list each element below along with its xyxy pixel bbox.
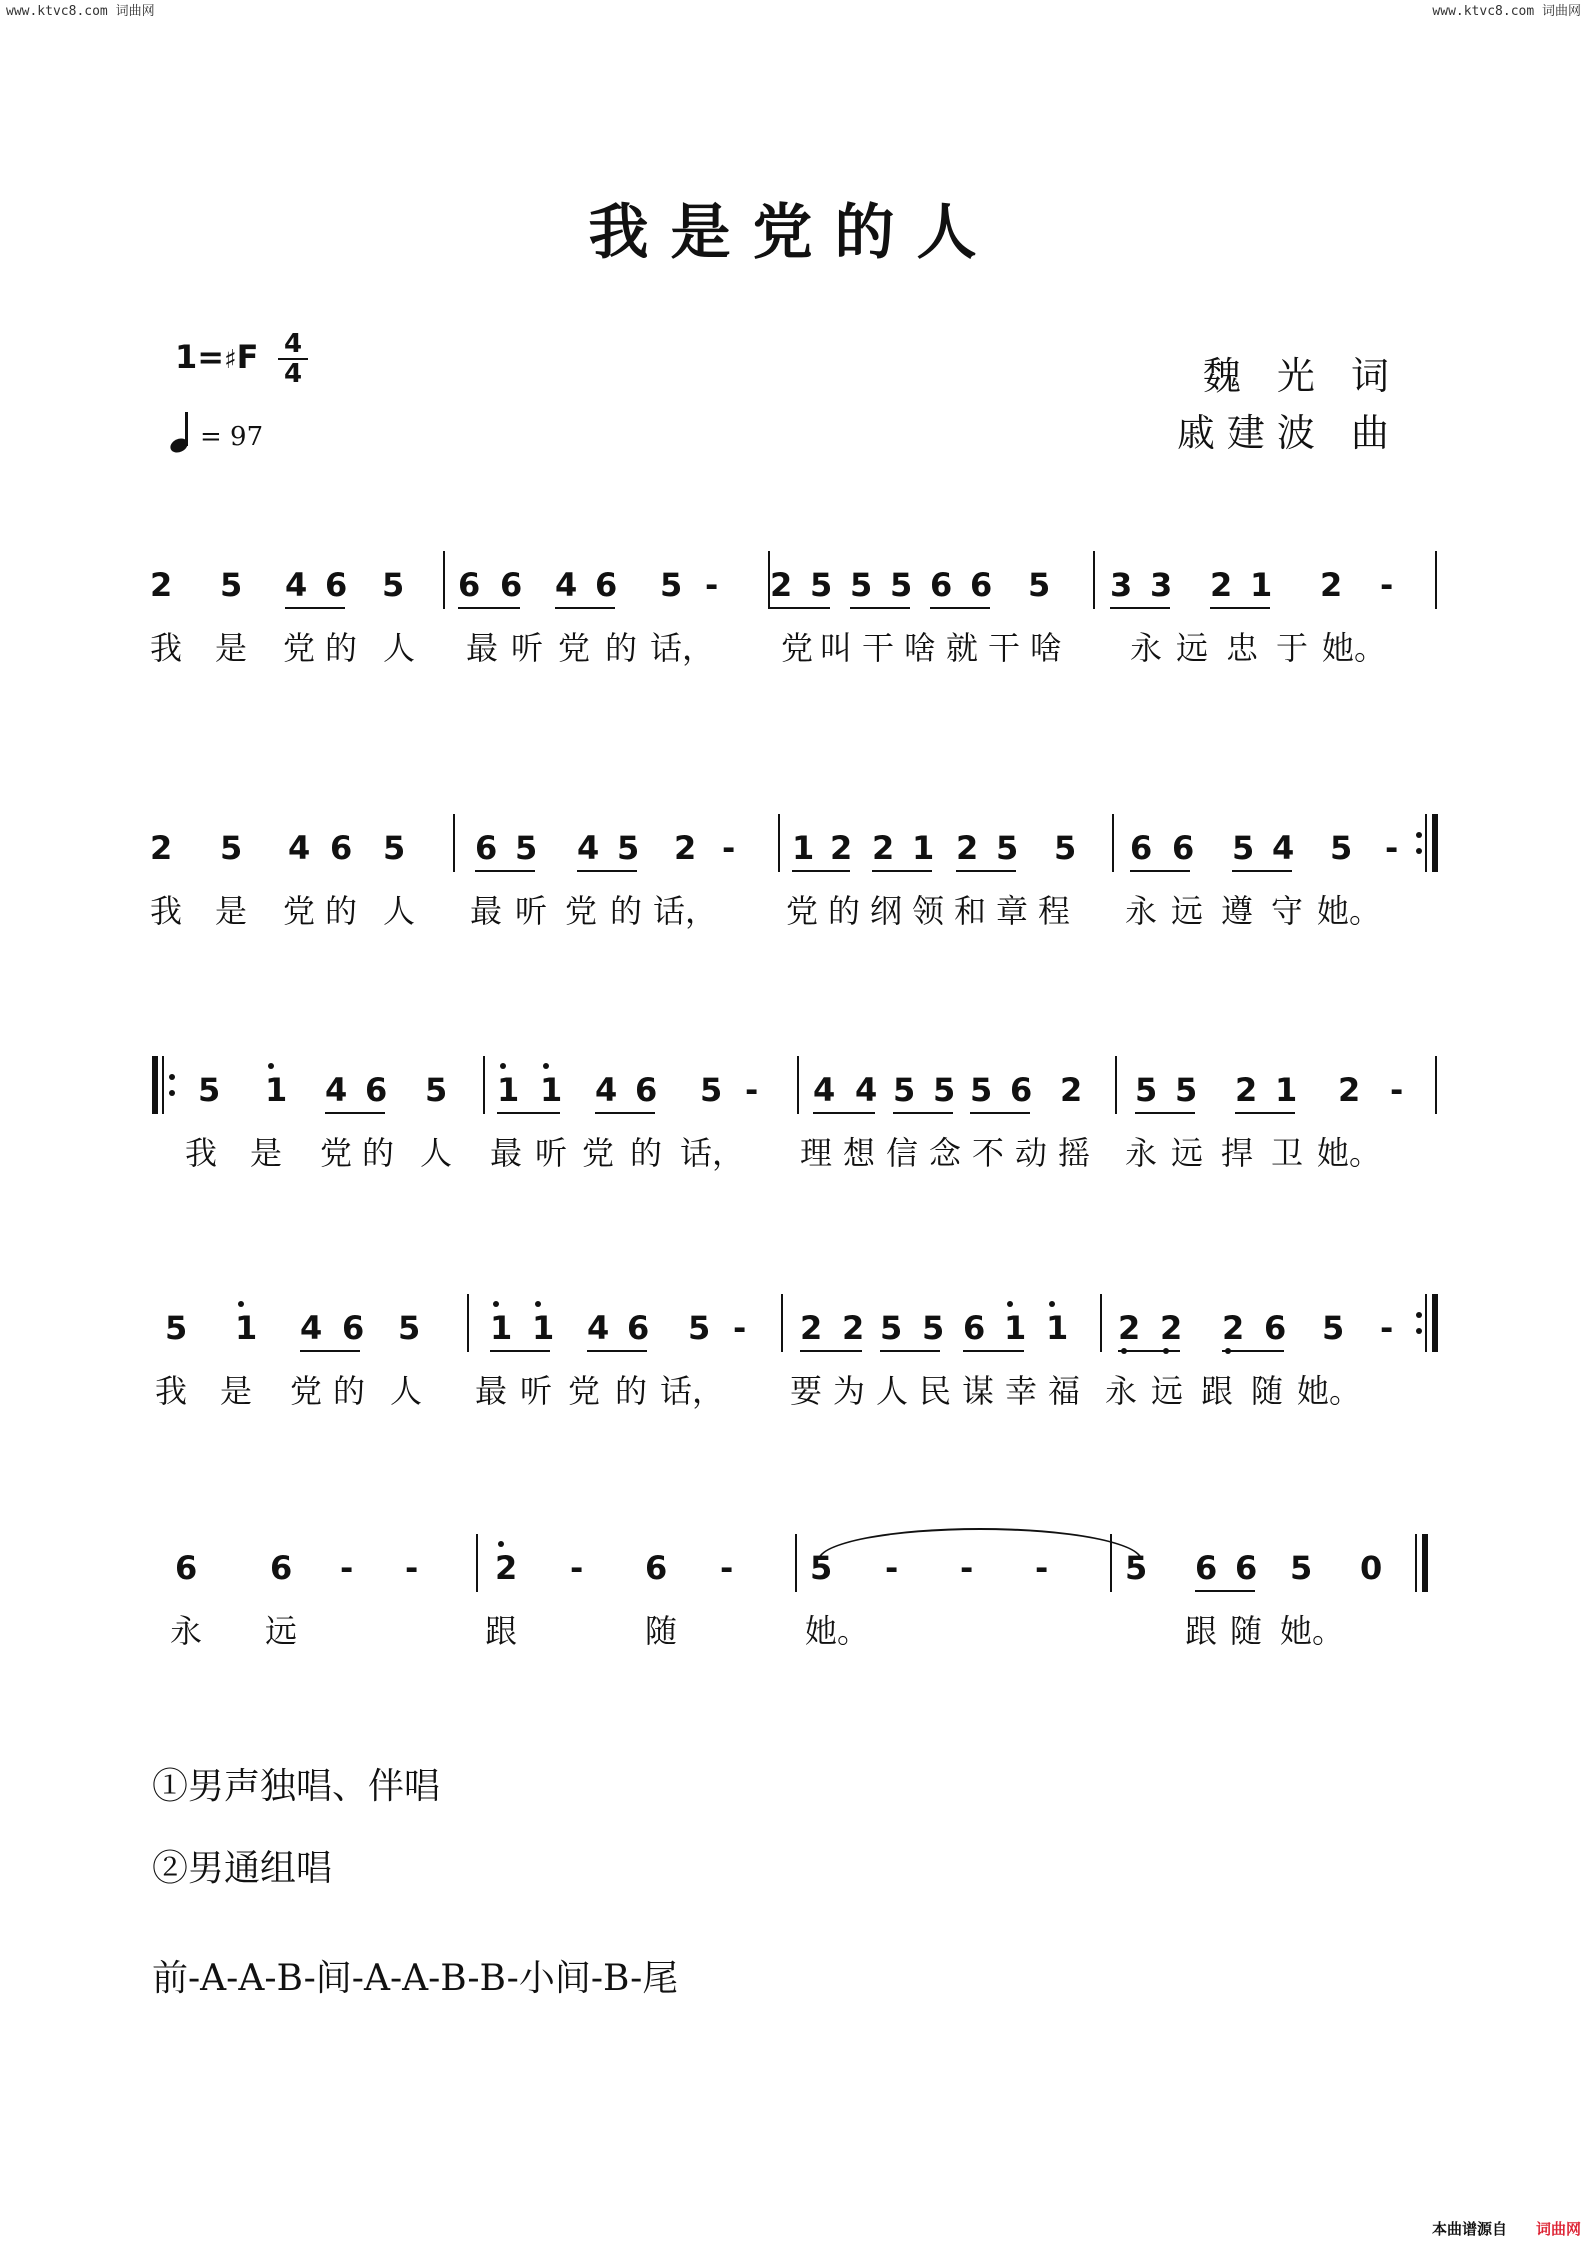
lyric-char: 跟 [485, 1612, 518, 1650]
note: 5 [1322, 1309, 1345, 1347]
lyric-char: 不 [972, 1134, 1005, 1172]
note: 1 [235, 1309, 258, 1347]
note: 2 [495, 1549, 518, 1587]
octave-dot [493, 1301, 499, 1307]
beam-underline [1110, 607, 1170, 609]
note: 5 [1028, 566, 1051, 604]
note: 2 [150, 829, 173, 867]
note: 2 [770, 566, 793, 604]
score-row-5 [0, 1548, 1587, 1708]
note: - [720, 1549, 734, 1587]
note: 1 [1250, 566, 1273, 604]
lyric-char: 最 [475, 1372, 508, 1410]
note: 4 [587, 1309, 610, 1347]
note: 2 [1210, 566, 1233, 604]
note: 2 [956, 829, 979, 867]
note: 5 [1125, 1549, 1148, 1587]
lyric-char: 听 [511, 629, 544, 667]
note: 5 [850, 566, 873, 604]
note: 5 [1135, 1071, 1158, 1109]
beam-underline [963, 1350, 1024, 1352]
beam-underline [458, 607, 520, 609]
lyric-char: 随 [1251, 1372, 1284, 1410]
note: - [745, 1071, 759, 1109]
key-signature: 1=♯F [175, 338, 259, 376]
note: 4 [1272, 829, 1295, 867]
note: 5 [688, 1309, 711, 1347]
beam-underline [1195, 1590, 1255, 1592]
lyric-char: 我 [185, 1134, 218, 1172]
lyric-char: 听 [515, 892, 548, 930]
lyric-char: 党 [290, 1372, 323, 1410]
note: 2 [830, 829, 853, 867]
barline [443, 551, 445, 609]
lyric-char: 话， [680, 1134, 745, 1172]
lyric-char: 最 [466, 629, 499, 667]
barline [778, 814, 780, 872]
lyric-char: 守 [1271, 892, 1304, 930]
lyric-char: 跟 [1185, 1612, 1218, 1650]
performance-note-1: ①男声独唱、伴唱 [152, 1766, 441, 1807]
beam-underline [930, 607, 990, 609]
beam-underline [595, 1112, 655, 1114]
score-row-1 [0, 565, 1587, 725]
lyric-char: 遵 [1221, 892, 1254, 930]
lyric-char: 永 [1125, 892, 1158, 930]
lyric-char: 党 [786, 892, 819, 930]
note: 4 [595, 1071, 618, 1109]
octave-dot [238, 1301, 244, 1307]
lyric-char: 永 [170, 1612, 203, 1650]
note: 5 [933, 1071, 956, 1109]
lyric-char: 党 [568, 1372, 601, 1410]
lyric-char: 想 [843, 1134, 876, 1172]
lyric-char: 远 [1176, 629, 1209, 667]
lyric-char: 念 [929, 1134, 962, 1172]
lyric-char: 的 [325, 892, 358, 930]
note: 6 [1195, 1549, 1218, 1587]
note: 2 [842, 1309, 865, 1347]
lyric-char: 啥 [1030, 629, 1063, 667]
note: 5 [922, 1309, 945, 1347]
note: - [405, 1549, 419, 1587]
note: 5 [383, 829, 406, 867]
barline [795, 1534, 797, 1592]
note: 6 [1130, 829, 1153, 867]
note: 1 [1004, 1309, 1027, 1347]
lyric-char: 纲 [870, 892, 903, 930]
lyric-char: 和 [954, 892, 987, 930]
lyric-char: 人 [420, 1134, 453, 1172]
note: 6 [970, 566, 993, 604]
note: 2 [1320, 566, 1343, 604]
note: 6 [475, 829, 498, 867]
lyric-char: 的 [333, 1372, 366, 1410]
note: 1 [490, 1309, 513, 1347]
beam-underline [970, 1112, 1030, 1114]
note: 4 [577, 829, 600, 867]
note: 6 [1010, 1071, 1033, 1109]
note: 0 [1360, 1549, 1383, 1587]
lyric-char: 叫 [820, 629, 853, 667]
lyric-char: 干 [988, 629, 1021, 667]
note: 6 [325, 566, 348, 604]
lyric-char: 章 [996, 892, 1029, 930]
lyric-char: 我 [150, 629, 183, 667]
note: 6 [1264, 1309, 1287, 1347]
beam-underline [497, 1112, 560, 1114]
note: 5 [810, 1549, 833, 1587]
lyric-char: 民 [919, 1372, 952, 1410]
lyric-char: 最 [490, 1134, 523, 1172]
note: - [733, 1309, 747, 1347]
note: 4 [325, 1071, 348, 1109]
barline [781, 1294, 783, 1352]
beam-underline [555, 607, 615, 609]
note: 2 [1060, 1071, 1083, 1109]
beam-underline [490, 1350, 550, 1352]
beam-underline [1232, 870, 1292, 872]
note: 6 [1172, 829, 1195, 867]
lyric-char: 她。 [1317, 892, 1382, 930]
song-title: 我是党的人 [588, 198, 999, 268]
beam-underline [475, 870, 535, 872]
lyric-char: 啥 [904, 629, 937, 667]
sharp-icon: ♯ [224, 345, 237, 375]
barline [1093, 551, 1095, 609]
lyric-char: 党 [283, 629, 316, 667]
note: - [960, 1549, 974, 1587]
lyric-char: 党 [320, 1134, 353, 1172]
lyric-char: 信 [886, 1134, 919, 1172]
note: 5 [220, 829, 243, 867]
tempo-marking: = 97 [170, 412, 263, 452]
tie-arc [818, 1528, 1142, 1560]
beam-underline [792, 870, 850, 872]
lyric-char: 捍 [1221, 1134, 1254, 1172]
note: 5 [398, 1309, 421, 1347]
note: 5 [996, 829, 1019, 867]
lyric-char: 的 [605, 629, 638, 667]
lyric-char: 理 [800, 1134, 833, 1172]
beam-underline [587, 1350, 647, 1352]
octave-dot [1049, 1301, 1055, 1307]
beam-underline [1210, 607, 1270, 609]
lyric-char: 的 [828, 892, 861, 930]
note: 5 [165, 1309, 188, 1347]
note: 2 [1118, 1309, 1141, 1347]
lyric-char: 福 [1048, 1372, 1081, 1410]
note: 2 [1235, 1071, 1258, 1109]
barline [453, 814, 455, 872]
note: 6 [627, 1309, 650, 1347]
note: 1 [912, 829, 935, 867]
lyric-char: 听 [535, 1134, 568, 1172]
note: 5 [198, 1071, 221, 1109]
note: 6 [500, 566, 523, 604]
octave-dot [1007, 1301, 1013, 1307]
lyric-char: 的 [325, 629, 358, 667]
lyric-char: 的 [615, 1372, 648, 1410]
note: 4 [285, 566, 308, 604]
lyric-char: 的 [630, 1134, 663, 1172]
lyric-char: 话， [660, 1372, 725, 1410]
performance-note-2: ②男通组唱 [152, 1848, 333, 1889]
note: 5 [1290, 1549, 1313, 1587]
note: 2 [674, 829, 697, 867]
lyric-char: 人 [390, 1372, 423, 1410]
note: - [1390, 1071, 1404, 1109]
beam-underline [770, 607, 830, 609]
beam-underline [956, 870, 1016, 872]
lyric-char: 她。 [805, 1612, 870, 1650]
beam-underline [1235, 1112, 1295, 1114]
octave-dot [500, 1063, 506, 1069]
lyric-char: 动 [1015, 1134, 1048, 1172]
footer-site-logo: 词曲网 [1535, 2220, 1581, 2238]
lyric-char: 人 [383, 629, 416, 667]
beam-underline [285, 607, 345, 609]
note: 5 [220, 566, 243, 604]
time-signature: 4 4 [278, 330, 308, 388]
lyric-char: 为 [833, 1372, 866, 1410]
note: 5 [617, 829, 640, 867]
lyric-char: 就 [946, 629, 979, 667]
note: 4 [300, 1309, 323, 1347]
watermark-right: www.ktvc8.com 词曲网 [1432, 4, 1581, 19]
lyric-char: 远 [1171, 1134, 1204, 1172]
lyric-char: 是 [215, 629, 248, 667]
note: 2 [150, 566, 173, 604]
lyric-char: 永 [1130, 629, 1163, 667]
lyric-char: 是 [250, 1134, 283, 1172]
note: 2 [872, 829, 895, 867]
barline [1100, 1294, 1102, 1352]
score-row-4 [0, 1308, 1587, 1468]
note: 3 [1150, 566, 1173, 604]
lyric-char: 于 [1276, 629, 1309, 667]
lyric-char: 随 [1230, 1612, 1263, 1650]
lyric-char: 卫 [1271, 1134, 1304, 1172]
note: 4 [288, 829, 311, 867]
lyric-char: 忠 [1226, 629, 1259, 667]
lyric-char: 幸 [1005, 1372, 1038, 1410]
lyric-char: 永 [1105, 1372, 1138, 1410]
beam-underline [1222, 1350, 1284, 1352]
lyric-char: 党 [558, 629, 591, 667]
octave-dot [1163, 1348, 1169, 1354]
lyric-char: 人 [383, 892, 416, 930]
lyric-char: 谋 [962, 1372, 995, 1410]
quarter-note-icon [170, 412, 192, 452]
barline [483, 1056, 485, 1114]
lyric-char: 党 [565, 892, 598, 930]
note: 5 [880, 1309, 903, 1347]
beam-underline [1118, 1350, 1180, 1352]
barline [797, 1056, 799, 1114]
lyric-char: 我 [150, 892, 183, 930]
beam-underline [325, 1112, 385, 1114]
lyric-char: 人 [876, 1372, 909, 1410]
lyric-char: 话， [650, 629, 715, 667]
beam-underline [893, 1112, 953, 1114]
note: 1 [265, 1071, 288, 1109]
lyric-char: 最 [470, 892, 503, 930]
note: 5 [660, 566, 683, 604]
note: 6 [930, 566, 953, 604]
lyric-char: 随 [645, 1612, 678, 1650]
note: 1 [1046, 1309, 1069, 1347]
octave-dot [543, 1063, 549, 1069]
note: 4 [855, 1071, 878, 1109]
lyric-char: 听 [520, 1372, 553, 1410]
note: 2 [800, 1309, 823, 1347]
note: 2 [1338, 1071, 1361, 1109]
note: 5 [810, 566, 833, 604]
lyric-char: 跟 [1201, 1372, 1234, 1410]
beam-underline [800, 1350, 862, 1352]
note: 4 [813, 1071, 836, 1109]
note: 1 [532, 1309, 555, 1347]
note: - [885, 1549, 899, 1587]
score-row-3 [0, 1070, 1587, 1230]
beam-underline [813, 1112, 875, 1114]
octave-dot [1121, 1348, 1127, 1354]
note: 6 [270, 1549, 293, 1587]
note: 1 [540, 1071, 563, 1109]
lyric-char: 是 [215, 892, 248, 930]
lyric-char: 党 [781, 629, 814, 667]
watermark-left: www.ktvc8.com 词曲网 [6, 4, 155, 19]
note: 5 [515, 829, 538, 867]
lyric-char: 远 [1171, 892, 1204, 930]
lyric-char: 的 [362, 1134, 395, 1172]
note: 6 [963, 1309, 986, 1347]
barline [768, 551, 770, 609]
barline [1115, 1056, 1117, 1114]
note: 1 [1275, 1071, 1298, 1109]
note: - [340, 1549, 354, 1587]
lyric-char: 领 [912, 892, 945, 930]
barline [476, 1534, 478, 1592]
note: 5 [893, 1071, 916, 1109]
lyric-char: 我 [155, 1372, 188, 1410]
note: 3 [1110, 566, 1133, 604]
beam-underline [1130, 870, 1190, 872]
note: 2 [1160, 1309, 1183, 1347]
lyric-char: 永 [1125, 1134, 1158, 1172]
octave-dot [268, 1063, 274, 1069]
score-row-2 [0, 828, 1587, 988]
note: 1 [497, 1071, 520, 1109]
footer-source: 本曲谱源自 [1431, 2220, 1507, 2238]
octave-dot [535, 1301, 541, 1307]
lyricist-credit: 魏 光 词 [1202, 354, 1401, 398]
octave-dot [1225, 1348, 1231, 1354]
barline [1112, 814, 1114, 872]
note: 6 [595, 566, 618, 604]
lyric-char: 远 [265, 1612, 298, 1650]
note: 6 [1235, 1549, 1258, 1587]
lyric-char: 话， [653, 892, 718, 930]
note: 5 [890, 566, 913, 604]
beam-underline [872, 870, 932, 872]
lyric-char: 党 [582, 1134, 615, 1172]
note: 6 [645, 1549, 668, 1587]
note: 5 [382, 566, 405, 604]
beam-underline [577, 870, 637, 872]
note: - [1380, 1309, 1394, 1347]
note: 4 [555, 566, 578, 604]
barline [1435, 551, 1437, 609]
note: 6 [635, 1071, 658, 1109]
beam-underline [850, 607, 910, 609]
note: 6 [175, 1549, 198, 1587]
note: - [705, 566, 719, 604]
lyric-char: 干 [862, 629, 895, 667]
song-structure: 前-A-A-B-间-A-A-B-B-小间-B-尾 [152, 1958, 679, 1999]
octave-dot [498, 1541, 504, 1547]
lyric-char: 她。 [1317, 1134, 1382, 1172]
composer-credit: 戚建波 曲 [1176, 411, 1401, 455]
note: 6 [458, 566, 481, 604]
lyric-char: 她。 [1297, 1372, 1362, 1410]
note: 5 [1232, 829, 1255, 867]
lyric-char: 要 [790, 1372, 823, 1410]
lyric-char: 的 [610, 892, 643, 930]
note: 6 [365, 1071, 388, 1109]
beam-underline [300, 1350, 360, 1352]
beam-underline [880, 1350, 940, 1352]
lyric-char: 是 [220, 1372, 253, 1410]
note: 6 [330, 829, 353, 867]
barline [1435, 1056, 1437, 1114]
lyric-char: 她。 [1280, 1612, 1345, 1650]
note: - [1035, 1549, 1049, 1587]
lyric-char: 远 [1151, 1372, 1184, 1410]
note: - [1385, 829, 1399, 867]
lyric-char: 党 [283, 892, 316, 930]
note: - [722, 829, 736, 867]
lyric-char: 摇 [1058, 1134, 1091, 1172]
note: 6 [342, 1309, 365, 1347]
note: 5 [1054, 829, 1077, 867]
note: - [1380, 566, 1394, 604]
note: 5 [1330, 829, 1353, 867]
note: 2 [1222, 1309, 1245, 1347]
note: 1 [792, 829, 815, 867]
note: 5 [1175, 1071, 1198, 1109]
beam-underline [1135, 1112, 1195, 1114]
note: 5 [425, 1071, 448, 1109]
note: 5 [700, 1071, 723, 1109]
lyric-char: 程 [1038, 892, 1071, 930]
note: - [570, 1549, 584, 1587]
barline [467, 1294, 469, 1352]
note: 5 [970, 1071, 993, 1109]
lyric-char: 她。 [1322, 629, 1387, 667]
